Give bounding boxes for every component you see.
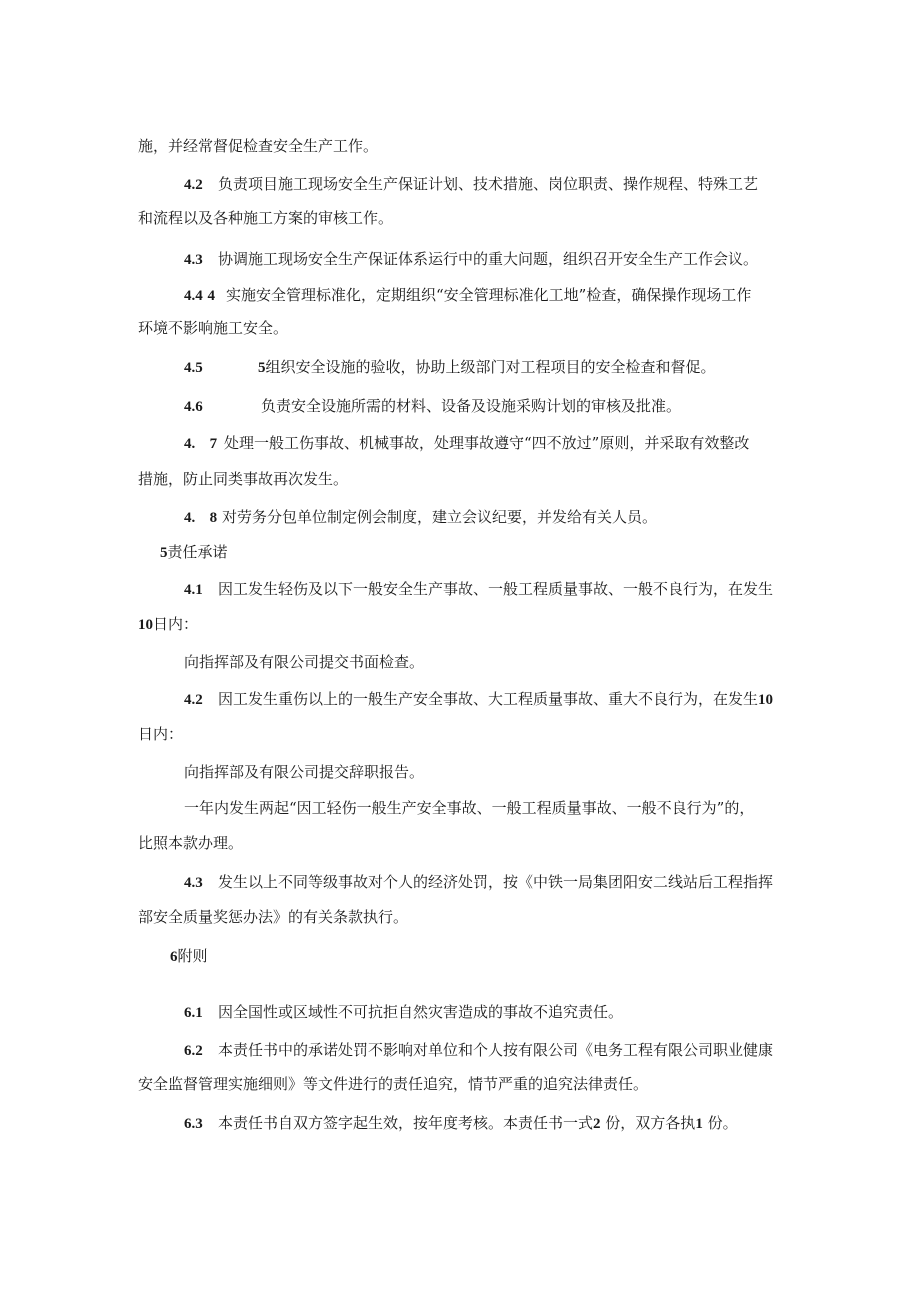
appendix-6-2-line1: 本责任书中的承诺处罚不影响对单位和个人按有限公司《电务工程有限公司职业健康 xyxy=(218,1041,774,1059)
appendix-6-1-line1: 因全国性或区域性不可抗拒自然灾害造成的事故不追究责任。 xyxy=(218,1003,624,1021)
clause-number: 4. 7 xyxy=(184,436,218,452)
promise-4-1-line1: 因工发生轻伤及以下一般安全生产事故、一般工程质量事故、一般不良行为，在发生 xyxy=(218,580,774,598)
promise-repeat-line2: 比照本款办理。 xyxy=(138,834,244,852)
promise-4-1-consequence: 向指挥部及有限公司提交书面检查。 xyxy=(184,653,425,671)
clause-number: 4.3 xyxy=(184,875,203,891)
promise-4-1-line2: 10日内： xyxy=(138,615,199,633)
clause-4-2-line1: 负责项目施工现场安全生产保证计划、技术措施、岗位职责、操作规程、特殊工艺 xyxy=(218,175,759,193)
section-heading-6: 6附则 xyxy=(170,947,208,965)
paragraph-continuation: 施，并经常督促检查安全生产工作。 xyxy=(138,137,379,155)
clause-number: 6.2 xyxy=(184,1043,203,1059)
promise-4-2-consequence: 向指挥部及有限公司提交辞职报告。 xyxy=(184,763,425,781)
clause-number: 4.4 4 xyxy=(184,288,216,304)
clause-4-4-line2: 环境不影响施工安全。 xyxy=(138,319,289,337)
appendix-6-3-line1: 本责任书自双方签字起生效，按年度考核。本责任书一式2 份，双方各执1 份。 xyxy=(218,1114,738,1132)
clause-number: 4.5 xyxy=(184,360,203,376)
clause-number: 4.2 xyxy=(184,177,203,193)
section-heading-5: 5责任承诺 xyxy=(160,543,228,561)
clause-number: 4.1 xyxy=(184,582,203,598)
clause-number: 4.2 xyxy=(184,692,203,708)
promise-repeat-line1: 一年内发生两起“因工轻伤一般生产安全事故、一般工程质量事故、一般不良行为”的， xyxy=(184,799,755,817)
appendix-6-2-line2: 安全监督管理实施细则》等文件进行的责任追究，情节严重的追究法律责任。 xyxy=(138,1075,649,1093)
clause-number: 4. 8 xyxy=(184,510,218,526)
clause-4-4-line1: 实施安全管理标准化，定期组织“安全管理标准化工地”检查，确保操作现场工作 xyxy=(226,286,752,304)
clause-4-7-line1: 处理一般工伤事故、机械事故，处理事故遵守“四不放过”原则，并采取有效整改 xyxy=(224,434,750,452)
clause-4-8-line1: 对劳务分包单位制定例会制度，建立会议纪要，并发给有关人员。 xyxy=(222,508,658,526)
clause-4-3-line1: 协调施工现场安全生产保证体系运行中的重大问题，组织召开安全生产工作会议。 xyxy=(218,250,759,268)
clause-4-6-line1: 负责安全设施所需的材料、设备及设施采购计划的审核及批准。 xyxy=(261,397,682,415)
clause-4-5-line1: 5组织安全设施的验收，协助上级部门对工程项目的安全检查和督促。 xyxy=(258,358,716,376)
promise-4-3-line1: 发生以上不同等级事故对个人的经济处罚，按《中铁一局集团阳安二线站后工程指挥 xyxy=(218,873,774,891)
clause-number: 4.3 xyxy=(184,252,203,268)
promise-4-2-line1: 因工发生重伤以上的一般生产安全事故、大工程质量事故、重大不良行为，在发生10 xyxy=(218,690,774,708)
promise-4-2-line2: 日内： xyxy=(138,725,184,743)
clause-number: 6.3 xyxy=(184,1116,203,1132)
clause-number: 4.6 xyxy=(184,399,203,415)
clause-4-2-line2: 和流程以及各种施工方案的审核工作。 xyxy=(138,209,394,227)
clause-number: 6.1 xyxy=(184,1005,203,1021)
promise-4-3-line2: 部安全质量奖惩办法》的有关条款执行。 xyxy=(138,908,409,926)
clause-4-7-line2: 措施，防止同类事故再次发生。 xyxy=(138,470,349,488)
